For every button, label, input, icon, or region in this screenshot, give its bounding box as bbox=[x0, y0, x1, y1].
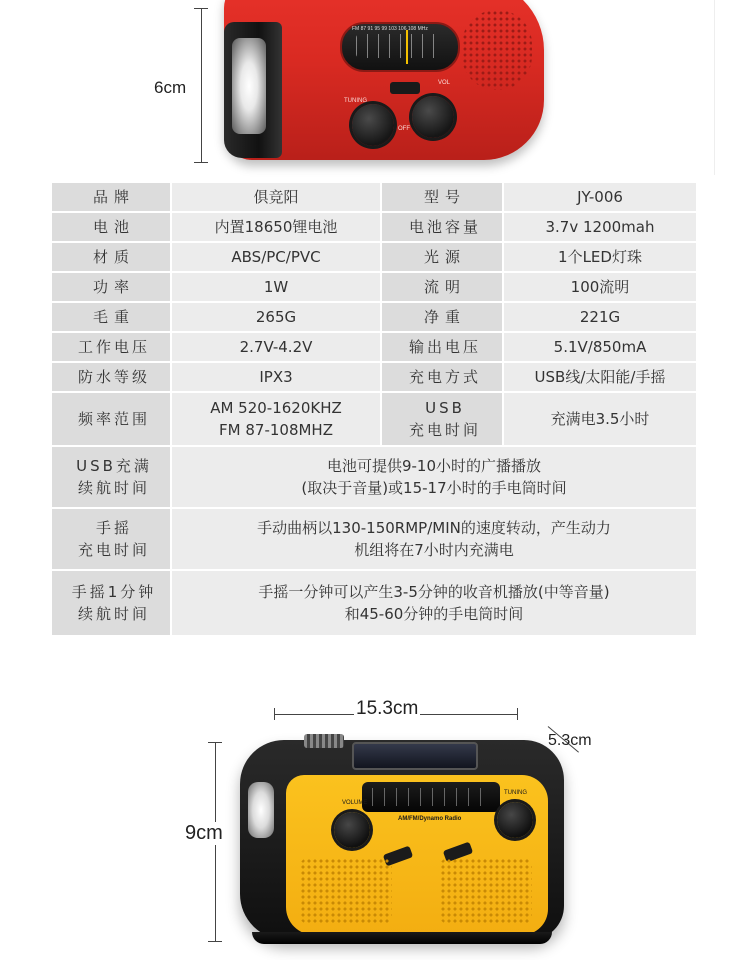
value-line-2: FM 87-108MHZ bbox=[219, 421, 333, 439]
row-value: ABS/PC/PVC bbox=[172, 243, 382, 271]
table-row bbox=[52, 213, 696, 241]
row-value: 265G bbox=[172, 303, 382, 331]
height-dimension-line bbox=[201, 8, 202, 163]
row-label bbox=[52, 447, 172, 507]
row-value: JY-006 bbox=[504, 183, 696, 211]
row-label: 品牌 bbox=[52, 183, 172, 211]
table-row bbox=[52, 303, 696, 331]
row-value: 充满电3.5小时 bbox=[504, 393, 696, 445]
row-value bbox=[172, 509, 696, 569]
table-row bbox=[52, 333, 696, 361]
top-product-photo bbox=[0, 0, 750, 175]
speaker-grille-right bbox=[440, 858, 532, 924]
tuning-label: TUNING bbox=[344, 98, 367, 104]
row-value: IPX3 bbox=[172, 363, 382, 391]
label-line-2: 续航时间 bbox=[77, 479, 150, 497]
row-label: 充电方式 bbox=[382, 363, 504, 391]
row-label bbox=[382, 393, 504, 445]
radio-dial-scale bbox=[372, 788, 490, 806]
crank-handle bbox=[304, 734, 344, 748]
row-value bbox=[172, 393, 382, 445]
row-label: 型号 bbox=[382, 183, 504, 211]
power-switch bbox=[390, 82, 420, 94]
value-line-1: 手动曲柄以130-150RMP/MIN的速度转动，产生动力 bbox=[257, 519, 611, 537]
table-row bbox=[52, 243, 696, 271]
table-row bbox=[52, 363, 696, 391]
row-value: 2.7V-4.2V bbox=[172, 333, 382, 361]
speaker-grille bbox=[462, 10, 532, 90]
radio-dial-scale bbox=[356, 34, 444, 58]
row-value: 3.7v 1200mah bbox=[504, 213, 696, 241]
dial-scale-text: FM 87 91 95 99 103 106 108 MHz bbox=[352, 26, 428, 32]
volume-knob bbox=[334, 812, 370, 848]
row-value: 100流明 bbox=[504, 273, 696, 301]
tuning-knob bbox=[352, 104, 394, 146]
value-line-2: (取决于音量)或15-17小时的手电筒时间 bbox=[301, 479, 567, 497]
row-value: 221G bbox=[504, 303, 696, 331]
row-label: 防水等级 bbox=[52, 363, 172, 391]
label-line-2: 充电时间 bbox=[77, 541, 150, 559]
row-label: 光源 bbox=[382, 243, 504, 271]
label-line-2: 充电时间 bbox=[408, 421, 481, 439]
height-label: 9cm bbox=[185, 822, 223, 844]
row-label bbox=[52, 571, 172, 635]
row-label: 功率 bbox=[52, 273, 172, 301]
row-label: 毛重 bbox=[52, 303, 172, 331]
power-label: OFF bbox=[398, 126, 410, 132]
row-value: USB线/太阳能/手摇 bbox=[504, 363, 696, 391]
volume-label: VOL bbox=[438, 80, 451, 86]
row-value: 内置18650锂电池 bbox=[172, 213, 382, 241]
volume-knob bbox=[412, 96, 454, 138]
row-label: 输出电压 bbox=[382, 333, 504, 361]
volume-label: VOLUME bbox=[342, 800, 368, 806]
row-label bbox=[52, 509, 172, 569]
row-value: 1W bbox=[172, 273, 382, 301]
value-line-2: 和45-60分钟的手电筒时间 bbox=[344, 605, 524, 623]
dimension-cap-top bbox=[208, 742, 222, 743]
bottom-product-photo bbox=[0, 650, 750, 960]
label-line-1: 手摇 bbox=[95, 519, 132, 537]
row-label: 净重 bbox=[382, 303, 504, 331]
radio-base bbox=[252, 932, 552, 944]
value-line-1: 手摇一分钟可以产生3-5分钟的收音机播放(中等音量) bbox=[258, 583, 610, 601]
solar-panel bbox=[352, 742, 478, 770]
row-label: 材质 bbox=[52, 243, 172, 271]
table-row-wide bbox=[52, 509, 696, 569]
depth-label: 5.3cm bbox=[548, 732, 592, 749]
row-label: 流明 bbox=[382, 273, 504, 301]
row-label: 电池 bbox=[52, 213, 172, 241]
spec-table bbox=[52, 181, 696, 637]
row-label: 频率范围 bbox=[52, 393, 172, 445]
row-value bbox=[172, 571, 696, 635]
tuning-label: TUNING bbox=[504, 790, 527, 796]
row-label: 工作电压 bbox=[52, 333, 172, 361]
table-row-frequency bbox=[52, 393, 696, 445]
label-line-2: 续航时间 bbox=[77, 605, 150, 623]
table-row-wide bbox=[52, 447, 696, 507]
flashlight-lens bbox=[248, 782, 274, 838]
table-row bbox=[52, 183, 696, 211]
tuning-knob bbox=[497, 802, 533, 838]
dimension-cap-bottom bbox=[208, 941, 222, 942]
brand-text: AM/FM/Dynamo Radio bbox=[398, 816, 462, 822]
label-line-1: 手摇1分钟 bbox=[71, 583, 157, 601]
dimension-cap-bottom bbox=[194, 162, 208, 163]
row-label: 电池容量 bbox=[382, 213, 504, 241]
dimension-cap-top bbox=[194, 8, 208, 9]
dimension-cap-left bbox=[274, 708, 275, 720]
height-label: 6cm bbox=[154, 78, 187, 97]
speaker-grille-left bbox=[300, 858, 392, 924]
value-line-1: 电池可提供9-10小时的广播播放 bbox=[326, 457, 542, 475]
flashlight-lens bbox=[232, 38, 266, 134]
row-value: 5.1V/850mA bbox=[504, 333, 696, 361]
label-line-1: USB充满 bbox=[76, 457, 152, 475]
dimension-cap-right bbox=[517, 708, 518, 720]
photo-edge-line bbox=[714, 0, 715, 175]
value-line-1: AM 520-1620KHZ bbox=[210, 399, 342, 417]
value-line-2: 机组将在7小时内充满电 bbox=[354, 541, 514, 559]
width-label: 15.3cm bbox=[356, 698, 419, 719]
label-line-1: USB bbox=[425, 399, 465, 417]
row-value bbox=[172, 447, 696, 507]
row-value: 1个LED灯珠 bbox=[504, 243, 696, 271]
row-value: 俱竞阳 bbox=[172, 183, 382, 211]
table-row-wide bbox=[52, 571, 696, 635]
table-row bbox=[52, 273, 696, 301]
radio-dial-needle bbox=[406, 30, 408, 64]
